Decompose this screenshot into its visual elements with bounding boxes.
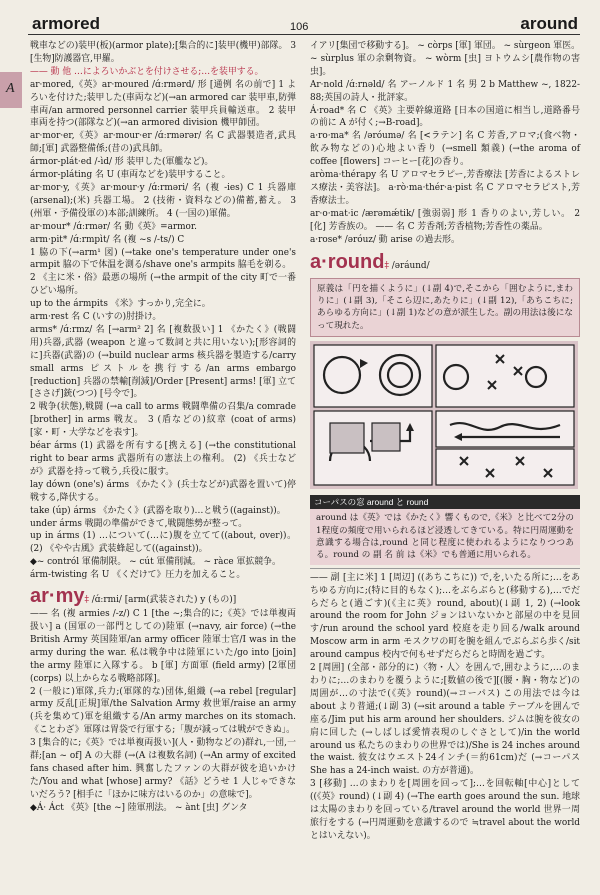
entry-phrase: take (úp) árms 《かたく》(武器を取り)…と戦う((against))。 [30,505,286,516]
entry-armor-plating: ármor-pláting 名 U (車両などを)装甲すること。 [30,170,231,181]
header-rule [28,34,580,35]
entry-text: —— 動 他 …によろいかぶとを付けさせる;…を装甲する。 [30,66,264,77]
army-headword-line [30,584,296,608]
entry-armour: ar·mour* /ɑ́ːrmər/ 名 動《英》=armor. [30,221,197,232]
entry-text: 戦車などの)装甲(板)(armor plate);[集合的に]装甲(機甲)部隊。 3 [生物]防護器官,甲羅。 [30,41,296,64]
entry-phrase: up to the ármpits 《米》すっかり,完全に。 [30,299,211,310]
page-number: 106 [290,21,309,33]
page-header [0,0,600,44]
around-sense: —— 副 [主に米] 1 [周辺] ((あちこちに)) で,を,いたる所に;…をあちゆる方向に;(特に目的もなく);…をぶらぶらと(移動する),…でだらだらと(過ごす)(《主に英》round, about)(↓副 1, 2) (→look around the room for John ジョンはいないかと部屋の中を見回す/run around the school yard 校庭を走り回る/walk around Moscow arm in arm モスクワの町を腕を組んでぶらぶら歩く/sit around campus 校内で何もせずだらだらと時間を過ごす。 [310,572,580,661]
thumb-index-letter: A [6,81,15,96]
army-importance-mark: ‡ [84,595,89,606]
diagram-square-icon [330,423,364,453]
entry-arose: a·rose* /əróuz/ 動 arise の過去形。 [310,234,460,245]
entry-armor-plated: ármor-plát·ed /-ìd/ 形 装甲した(軍艦など)。 [30,157,214,168]
entry-text: 2 《主に米・俗》最悪の場所 (→the armpit of the city 町で一番ひどい場所。 [30,273,296,297]
entry-armored: ar·mored,《英》ar·moured /ɑ́ːrmərd/ 形 [通例 名の前で] 1 よろいを付けた;装甲した(車両など)(→an armored car 装甲車,防弾車両/an armored personnel carrier 装甲兵員輸送車。 2 装甲車両を持つ(部隊など)(→an armored division 機甲師団。 [30,79,296,129]
etymology-note-text: 原義は「円を描くように」(↓副 4)で,そこから「囲むように,まわりに」(↓副 3),「そこら辺に,あたりに」(↓副 12),「あちこちに;あらゆる方向に」(↓副 1)などの意が派生した。副の用法は後になって現れた。 [317,283,573,331]
around-headword-line [310,250,580,274]
corpus-window-text: around は《英》では《かたく》響くもので,《米》と比べて2分の1程度の頻度で用いられるほど浸透してきている。特に円周運動を意識する場合は,round と同じ程度に使われるようになりつつある。round の 副 名 前 は《米》でも普通に用いられる。 [316,513,574,561]
army-sense: 2 (一般に)軍隊,兵力;(軍隊的な)団体,組織 (→a rebel [regular] army 反乱[正規]軍/the Salvation Army 救世軍/raise an army (兵を集めて)軍を組織する/An army marches on its stomach. 《ことわざ》軍隊は胃袋で行軍する;「腹が減っては戦ができぬ」。 [30,686,296,736]
corpus-window-box [310,509,580,565]
diagram-square-icon [372,423,400,451]
section-divider [310,568,580,569]
diagram-panel [314,345,432,407]
right-guide-word: around [520,14,578,33]
around-sense: 2 [周囲] (全部・部分的に)〈物・人〉を囲んで,囲むように,…のまわりに;…のまわりを覆うように;[数値の後で][(腰・胸・物など)の周囲が…の寸法で(《英》round)(→コーパス) この用法では今は about より普通;(↓副 3) (→sit around a table テーブルを囲んで座る/Jim put his arm around her shoulders. ジムは腕を彼女の肩に回した (→しばしば愛情表現のしぐさとして)/in the world around us 私たちのまわりの世界では)/She is 24 inches around the waist. 彼女はウエスト24インチ(＝約61cm)だ (→コーパス She has a 24-inch waist. の方が普通)。 [310,663,580,777]
left-column [30,40,296,815]
diagram-panel [436,449,574,485]
entry-armorer: ar·mor·er,《英》ar·mour·er /ɑ́ːrmərər/ 名 C 武器製造者,武具師;[軍] 武器整備係;(昔の)武具師。 [30,131,296,155]
thumb-index-tab[interactable] [0,72,22,108]
entry-phrase: under árms 戦闘の準備ができて,戦闘態勢が整って。 [30,518,248,529]
around-headword: a·round [310,250,385,273]
entry-a-road: Á·road* 名 C 《英》主要幹線道路 [日本の国道に相当し,道路番号の前に A が付く;→B-road]。 [310,105,580,129]
around-sense: 3 [移動] …のまわりを[周囲を回って];…を回転軸[中心]として((《英》round) (↓副 4) (→The earth goes around the sun. 地球は太陽のまわりを回っている/travel around the world 世界一周旅行をする (→円周運動を意識するので ≒travel about the world とはいえない)。 [310,779,580,841]
entry-text: 2 戦争(状態),戦闘 (→a call to arms 戦闘準備の召集/a comrade [brother] in arms 戦友。 3 (盾などの)紋章 (coat of arms) [家・町・大学などを表す]。 [30,402,296,439]
entry-phrase: béar árms (1) 武器を所有する[携える] (→the constitutional right to bear arms 武器所有の憲法上の権利。 (2) 《兵士などが》武器を持って戦う,兵役に服す。 [30,441,296,477]
entry-aromatic: ar·o·mat·ic /ærəmǽtik/ [強弱弱] 形 1 香りのよい,芳しい。 2 [化] 芳香族の。 —— 名 C 芳香剤;芳香植物;芳香性の薬品。 [310,208,580,232]
entry-phrase: up in árms (1) …について(…に)腹を立てて((about, over))。 (2) 《やや古風》武装蜂起して((against))。 [30,531,296,555]
entry-armory: ar·mor·y,《英》ar·mour·y /ɑ́ːrməri/ 名 (複 -ies) C 1 兵器庫(arsenal);(米) 兵器工場。 2 (技術・資料などの)備蓄,蓄え。 3 (州軍・予備役軍の)本部;訓練所。 4 (一国の)軍備。 [30,182,296,219]
entry-compounds: ◆~ contról 軍備制限。 ~ cút 軍備削減。 ~ ràce 軍拡競争。 [30,557,281,568]
around-diagram-svg [310,341,578,489]
around-usage-diagram [310,341,578,489]
entry-arnold: Ar·nold /ɑ́ːrnəld/ 名 アーノルド 1 名 男 2 b Matthew ~, 1822-88;英国の詩人・批評家。 [310,79,580,103]
army-sense: 3 [集合的に;《英》では単複両扱い](人・動物などの)群れ,一団,一群;[an ~ of] A の大群 (→(A は複数名詞) (→An army of excited fans chased after him. 興奮したファンの大群が彼を追いかけた/You and what [whose] army? 《話》どうせ 1 人じゃできないだろう? [相手に「ほかに味方はいるのか」の意味で]。 [30,738,296,800]
entry-aroma: a·ro·ma* 名 /əróumə/ 名 [<ラテン] 名 C 芳香,アロマ;(食べ物・飲み物などの)心地よい香り (→smell 類義) (→the aroma of coffee [flowers] コーヒー[花]の香り。 [310,131,580,168]
corpus-window-heading: コーパスの窓 around と round [310,495,580,509]
entry-phrase: lay dówn (one's) árms 《かたく》(兵士などが)武器を置いて)停戦する,降伏する。 [30,479,296,503]
army-sense: —— 名 (複 armies /-z/) C 1 [the ~;集合的に;《英》では単複両扱い] a (国軍の一部門としての)陸軍 (→navy, air force) (→the British Army 英国陸軍/an army officer 陸軍士官/I was in the army during the war. 私は戦争中は陸軍にいた/go into [join] the army 陸軍に入隊する。 b [軍] 方面軍 (field army) [2軍団 (corps) 以上からなる戦略部隊]。 [30,609,296,684]
entry-arm-twisting: árm-twisting 名 U 《くだけて》圧力を加えること。 [30,570,246,581]
army-compounds: ◆Á· Áct 《英》[the ~] 陸軍刑法。 ~ ànt [虫] グンタ [30,802,248,813]
diagram-panel [436,345,574,407]
army-headword: ar·my [30,585,85,608]
entry-arms: arms* /ɑ́ːrmz/ 名 [→arm² 2] 名 [複数扱い] 1 《かたく》(戦闘用)兵器,武器 (weapon と違って数詞と共に用いない);[形容詞的に]兵器(武器)の (→build nuclear arms 核兵器を製造する/carry small arms ピストルを携行する/an arms embargo [reduction] 兵器の禁輸[削減]/Order [Present] arms! [軍] 立て[ささげ]銃(つつ) [号令で]。 [30,324,296,400]
entry-aromatherapy: aròma·thérapy 名 U アロマセラピー,芳香療法 [芳香によるストレス療法・美容法]。 a·rò·ma·thér·a·pist 名 C アロマセラピスト,芳香療法士。 [310,170,580,206]
army-pronunciation: /ɑ́ːrmi/ [arm(武装された) y (もの)] [91,595,237,606]
around-pronunciation: /əráund/ [391,260,430,271]
entry-armpit: arm·pit* /ɑ́ːrmpìt/ 名 (複 ~s /-ts/) C [30,234,185,245]
diagram-panel [436,411,574,447]
entry-text: 1 脇の下(→arm¹ 図) (→take one's temperature under one's armpit 脇の下で体温を測る/shave one's armpits 脇毛を剃る。 [30,247,296,271]
etymology-note-box [310,278,580,338]
left-guide-word: armored [32,14,101,33]
entry-text: イアリ[集団で移動する]。 ~ còrps [軍] 軍団。 ~ sùrgeon 軍医。 ~ sùrplus 軍の余剰物資。 ~ wòrm [虫] ヨトウムシ[農作物の害虫]。 [310,41,580,77]
around-importance-mark: ‡ [384,260,389,271]
entry-armrest: arm·rest 名 C (いすの)肘掛け。 [30,312,162,323]
right-column [310,40,580,843]
